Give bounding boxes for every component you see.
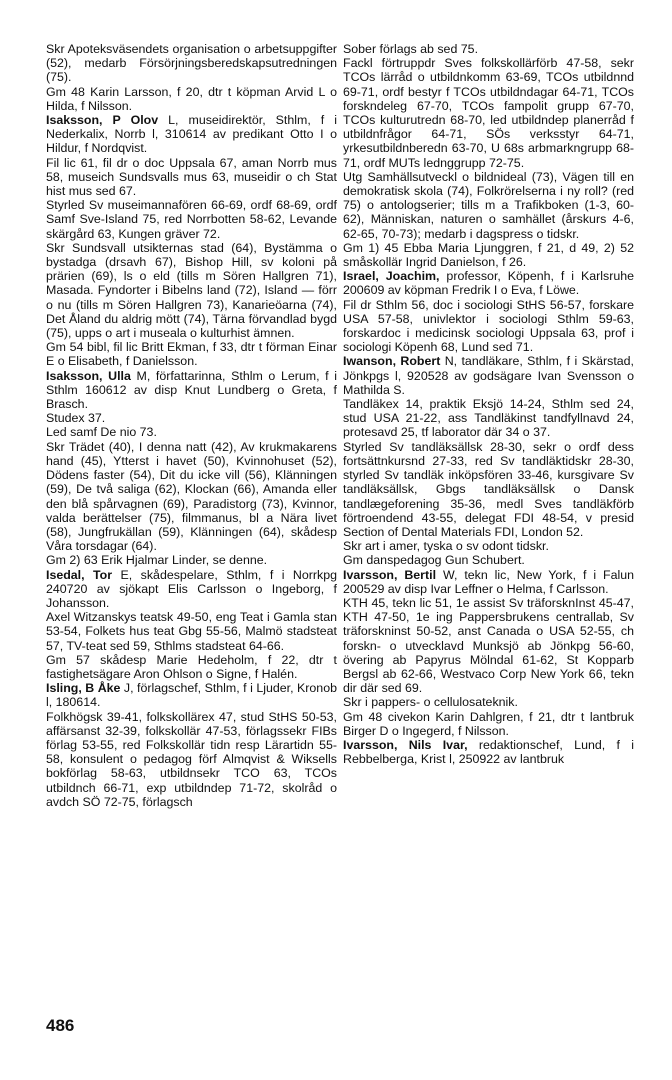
entry-paragraph: [46, 198, 337, 241]
entry-text: redaktionschef, Lund, f i Rebbelberga, Krist l, 250922 av lantbruk: [343, 737, 634, 767]
entry-header: [46, 681, 337, 709]
entry-paragraph: [343, 298, 634, 355]
entry-text: Gm 1) 45 Ebba Maria Ljunggren, f 21, d 49, 2) 52 småskollär Ingrid Danielson, f 26.: [343, 240, 634, 270]
entry-text: Tandläkex 14, praktik Eksjö 14-24, Sthlm sed 24, stud USA 21-22, ass Tandläkinst tandfyllnavd 24, protesavd 25, tf laborator där 34 o 37.: [343, 397, 634, 440]
entry-text: J, förlagschef, Sthlm, f i Ljuder, Kronob l, 180614.: [46, 681, 337, 710]
entry-text: Styrled Sv tandläksällsk 28-30, sekr o ordf dess fortsättnkursnd 27-33, red Sv tandläktidskr 28-30, styrled Sv tandläk inköpsfören 33-46, kursgivare Sv tandläksällsk, Gbgs tandläksällsk o Dansk tandlægeforening 35-36, medl Sves tandläkförb förtroendend 43-55, delegat FDI 48-54, v presid Section of Dental Materials FDI, London 52.: [343, 439, 634, 539]
page-number: 486: [46, 1016, 75, 1035]
entry-text: Gm 2) 63 Erik Hjalmar Linder, se denne.: [46, 553, 268, 568]
entry-text: Gm 57 skådesp Marie Hedeholm, f 22, dtr t fastighetsägare Aron Ohlson o Signe, f Halén.: [46, 652, 337, 681]
entry-name: Israel, Joachim,: [343, 269, 440, 284]
entry-paragraph: [343, 42, 634, 56]
entry-text: Styrled Sv museimannafören 66-69, ordf 68-69, ordf Samf Sve-Island 75, red Norrbotten 58-62, Levande skärgård 63, Kungen gräver 72.: [46, 198, 337, 241]
entry-paragraph: [343, 241, 634, 269]
entry-text: E, skådespelare, Sthlm, f i Norrkpg 240720 av sjökapt Elis Carlsson o Ingeborg, f Johansson.: [46, 567, 337, 610]
entry-paragraph: [46, 553, 337, 567]
entry-text: Gm danspedagog Gun Schubert.: [343, 553, 525, 568]
entry-header: [46, 113, 337, 156]
entry-paragraph: [343, 695, 634, 709]
entry-paragraph: [46, 241, 337, 340]
entry-header: [343, 269, 634, 297]
entry-paragraph: [343, 397, 634, 440]
entry-text: L, museidirektör, Sthlm, f i Nederkalix, Norrb l, 310614 av predikant Otto I o Hildur, f Nordqvist.: [46, 113, 338, 156]
entry-text: Gm 48 civekon Karin Dahlgren, f 21, dtr t lantbruk Birger D o Ingegerd, f Nilsson.: [343, 709, 634, 738]
entry-text: Utg Samhällsutveckl o bildnideal (73), Vägen till en demokratisk skola (74), Folkrörelserna i ny roll? (red 75) o antologserier; tills m a Trafikboken (1-3, 60-62), Människan, naturen o samhället (årskurs 4-6, 62-65, 70-73); medarb i dagspress o tidskr.: [343, 169, 634, 241]
entry-text: Fil lic 61, fil dr o doc Uppsala 67, aman Norrb mus 58, museich Sundsvalls mus 63, museidir o ch Stat hist mus sed 67.: [46, 155, 337, 199]
entry-paragraph: [343, 539, 634, 553]
entry-text: Skr Apoteksväsendets organisation o arbetsuppgifter (52), medarb Försörjningsberedskapsutredningen (75).: [46, 42, 337, 85]
entry-name: Ivarsson, Bertil: [343, 567, 437, 582]
entry-text: Skr Trädet (40), I denna natt (42), Av krukmakarens hand (45), Ytterst i havet (50), Kvinnohuset (52), Dödens faster (54), Dit du icke vill (56), Klänningen (59), De två saliga (62), Klockan (66), Amanda eller den blå spårvagnen (69), Paradistorg (73), Kvinnor, valda berättelser (75), filmmanus, bl a Nära livet (58), Jungfrukällan (59), Klänningen (64), skådesp Våra torsdagar (64).: [46, 439, 337, 554]
entry-text: Axel Witzanskys teatsk 49-50, eng Teat i Gamla stan 53-54, Folkets hus teat Gbg 55-56, Malmö stadsteat 57, TV-teat sed 59, Sthlms stadsteat 64-66.: [46, 610, 337, 653]
entry-name: Isaksson,: [46, 113, 103, 128]
entry-header: [343, 738, 634, 766]
entry-text: KTH 45, tekn lic 51, 1e assist Sv träforsknInst 45-47, KTH 47-50, 1e ing Pappersbrukens centrallab, Sv träforskninst 50-52, anst Canada o USA 52-55, ch forskn- o utvecklavd Munksjö ab Jönkpg 56-60, övering ab Papyrus Mölndal 61-62, St Kopparb Bergsl ab 62-66, Westvaco Corp New York 66, tekn dir där sed 69.: [343, 595, 634, 696]
entry-paragraph: [46, 610, 337, 653]
entry-text: Led samf De nio 73.: [46, 425, 157, 440]
entry-text: professor, Köpenh, f i Karlsruhe 200609 av köpman Fredrik I o Eva, f Löwe.: [343, 269, 634, 298]
entry-paragraph: [343, 170, 634, 241]
entry-text: Gm 48 Karin Larsson, f 20, dtr t köpman Arvid L o Hilda, f Nilsson.: [46, 84, 337, 113]
entry-header: [46, 568, 337, 611]
entry-name: Isedal, Tor: [46, 567, 113, 582]
entry-paragraph: [46, 411, 337, 425]
entry-paragraph: [46, 710, 337, 809]
entry-header: [343, 568, 634, 596]
entry-name: Ivarsson, Nils Ivar,: [343, 737, 468, 752]
entry-paragraph: [46, 156, 337, 199]
entry-header: [343, 354, 634, 397]
entry-name: Isling,: [46, 681, 82, 696]
entry-paragraph: [46, 440, 337, 554]
entry-name: Isaksson, Ulla: [46, 368, 131, 383]
entry-given-name: B Åke: [81, 681, 121, 696]
entry-paragraph: [46, 85, 337, 113]
entry-paragraph: [46, 425, 337, 439]
entry-name: Iwanson, Robert: [343, 354, 441, 369]
entry-given-name: P Olov: [102, 113, 159, 128]
entry-text: Skr i pappers- o cellulosateknik.: [343, 695, 518, 710]
entry-text: Skr Sundsvall utsikternas stad (64), Bystämma o bystadga (drsavh 67), Bishop Hill, sv koloni på prärien (69), ls o eld (tills m Sören Hallgren 71), Masada. Fyndorter i Bibelns land (72), Island — förr o nu (tills m Sören Hallgren 73), Kanarieöarna (74), Det Åland du aldrig mött (74), Tärna förvandlad bygd (75), upps o art i museala o kulturhist ämnen.: [46, 240, 337, 341]
entry-paragraph: [46, 653, 337, 681]
right-column: [343, 42, 634, 766]
entry-paragraph: [46, 340, 337, 368]
entry-header: [46, 369, 337, 412]
entry-text: N, tandläkare, Sthlm, f i Skärstad, Jönkpgs l, 920528 av godsägare Ivan Svensson o Mathilda S.: [343, 354, 634, 397]
entry-text: Sober förlags ab sed 75.: [343, 42, 479, 56]
entry-paragraph: [46, 42, 337, 85]
entry-paragraph: [343, 56, 634, 170]
entry-text: W, tekn lic, New York, f i Falun 200529 av disp Ivar Leffner o Helma, f Carlsson.: [343, 567, 634, 596]
left-column: [46, 42, 337, 809]
entry-text: Skr art i amer, tyska o sv odont tidskr.: [343, 539, 549, 554]
entry-paragraph: [343, 553, 634, 567]
entry-paragraph: [343, 710, 634, 738]
entry-text: Fil dr Sthlm 56, doc i sociologi StHS 56-57, forskare USA 57-58, univlektor i sociologi Sthlm 59-63, forskardoc i medicinsk sociologi Uppsala 63, prof i sociologi Köpenh 68, Lund sed 71.: [343, 297, 634, 355]
entry-text: M, författarinna, Sthlm o Lerum, f i Sthlm 160612 av disp Knut Lundberg o Greta, f Brasch.: [46, 368, 338, 412]
entry-text: Folkhögsk 39-41, folkskollärex 47, stud StHS 50-53, affärsanst 32-39, folkskollär 47-53, förlagssekr FIBs förlag 53-55, red Folkskollär tidn resp Lärartidn 55-58, konsulent o pedagog förf Almqvist & Wiksells bokförlag 58-63, utbildnsekr TCO 63, TCOs utbildnch 66-71, exp utbildndep 71-72, skolråd o avdch SÖ 72-75, förlagsch: [46, 709, 337, 809]
entry-text: Studex 37.: [46, 411, 106, 426]
entry-text: Fackl förtruppdr Sves folkskollärförb 47-58, sekr TCOs lärråd o utbildnkomm 63-69, TCOs utbildnnd 69-71, ordf bestyr f TCOs utbildndagar 64-71, TCOs forskndeleg 67-70, TCOs fampolit grupp 67-70, TCOs kulturutredn 68-70, led utbildndep planerråd f utbildnfrågor 64-71, SÖs verksstyr 64-71, yrkesutbildnberedn 63-70, U 68s arbmarkngrupp 68-71, ordf MUTs lednggrupp 72-75.: [343, 56, 634, 170]
entry-paragraph: [343, 440, 634, 539]
entry-text: Gm 54 bibl, fil lic Britt Ekman, f 33, dtr t förman Einar E o Elisabeth, f Danielsson.: [46, 340, 337, 369]
entry-paragraph: [343, 596, 634, 695]
